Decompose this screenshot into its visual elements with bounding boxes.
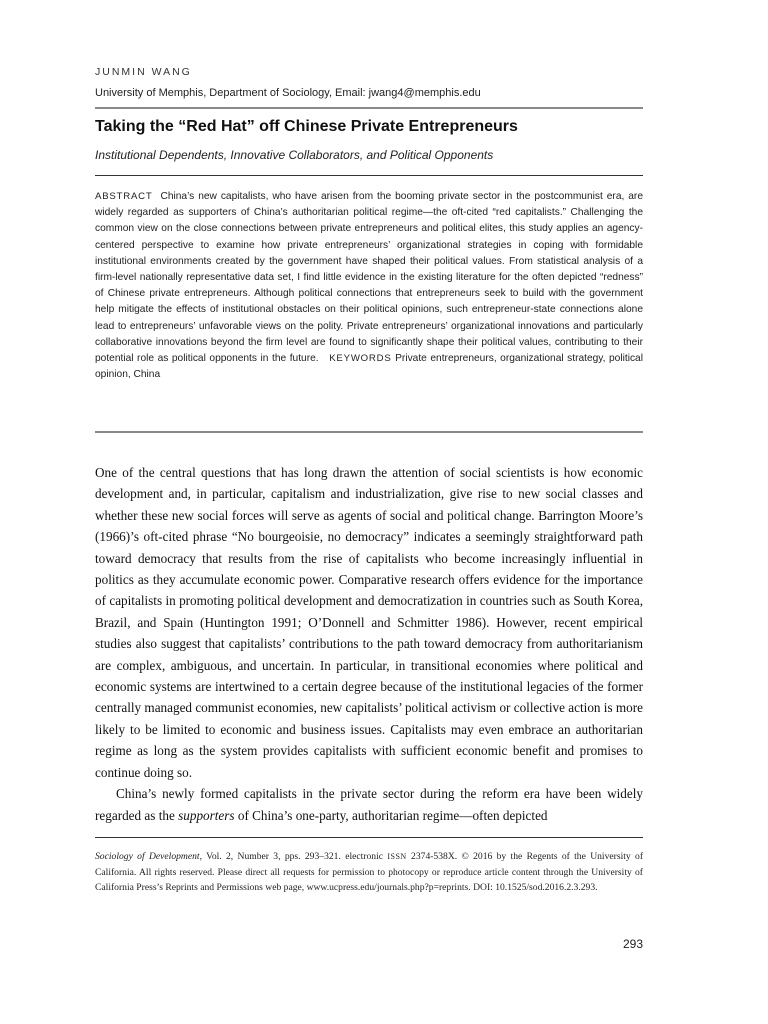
abstract-bottom-rule xyxy=(95,431,643,433)
footnote-text: 2374-538X. © 2016 by the Regents of the University of California. All rights reserved. Please direct all requests for permission to photocopy or reproduce article content through the University of California Press’s Reprints and Permissions web page, www.ucpress.edu/journals.php?p=reprints. DOI: 10.1525/sod.2016.2.3.293. xyxy=(95,851,644,893)
abstract-top-rule xyxy=(95,175,643,176)
article-body xyxy=(95,462,643,826)
page-number: 293 xyxy=(622,937,643,951)
header-rule xyxy=(95,107,643,109)
body-paragraph xyxy=(95,783,643,826)
journal-name: Sociology of Development xyxy=(95,851,200,862)
paragraph-text: China’s newly formed capitalists in the private sector during the reform era have been widely regarded as the xyxy=(95,786,643,823)
footnote-rule xyxy=(95,837,643,838)
abstract-block xyxy=(95,189,643,383)
footnote-text: , Vol. 2, Number 3, pps. 293–321. electronic xyxy=(199,851,384,862)
abstract-text: China’s new capitalists, who have arisen from the booming private sector in the postcommunist era, are widely regarded as supporters of China’s authoritarian political regime—the oft-cited “red capitalists.” Challenging the common view on the close connections between private entrepreneurs and political elites, this study applies an agency-centered perspective to examine how private entrepreneurs’ organizational strategies in coping with formidable institutional environments created by the government have shaped their political values. From statistical analysis of a firm-level nationally representative data set, I find little evidence in the existing literature for the often depicted “redness” of Chinese private entrepreneurs. Although political connections that entrepreneurs seek to build with the government help mitigate the effects of institutional obstacles on their political opinions, such entrepreneur-state connections alone lead to entrepreneurs’ unfavorable views on the polity. Private entrepreneurs’ organizational innovations and particularly collaborative innovations beyond the firm level are found to significantly shape their political values, contributing to their potential role as political opponents in the future. xyxy=(95,191,643,365)
body-paragraph: One of the central questions that has long drawn the attention of social scientists is how economic development and, in particular, capitalism and industrialization, give rise to new social classes and whether these new social forces will serve as agents of social and political change. Barrington Moore’s (1966)’s oft-cited phrase “No bourgeoisie, no democracy” indicates a seemingly straightforward path toward democracy that results from the rise of capitalists who become increasingly influential in politics as they accumulate economic power. Comparative research offers evidence for the importance of capitalists in promoting political development and democratization in countries such as South Korea, Brazil, and Spain (Huntington 1991; O’Donnell and Schmitter 1986). However, recent empirical studies also suggest that capitalists’ contributions to the path toward democracy from authoritarianism are complex, ambiguous, and uncertain. In particular, in transitional economies where political and economic systems are intertwined to a certain degree because of the institutional legacies of the former centrally managed communist economies, new capitalists’ political activism or collective action is more likely to be limited to economic and business issues. Capitalists may even embrace an authoritarian regime as long as the system provides capitalists with sufficient economic benefit and promises to continue doing so. xyxy=(95,465,643,780)
author-affiliation: University of Memphis, Department of Sociology, Email: jwang4@memphis.edu xyxy=(95,87,481,99)
article-subtitle: Institutional Dependents, Innovative Collaborators, and Political Opponents xyxy=(95,148,494,162)
author-name: JUNMIN WANG xyxy=(95,66,192,78)
keywords-label: KEYWORDS xyxy=(329,353,392,365)
footnote xyxy=(95,849,643,896)
emphasis-text: supporters xyxy=(178,807,235,823)
abstract-label: ABSTRACT xyxy=(95,191,153,202)
keywords-text: Private entrepreneurs, organizational strategy, political opinion, China xyxy=(95,353,643,381)
issn-label: ISSN xyxy=(387,852,407,861)
article-title: Taking the “Red Hat” off Chinese Private Entrepreneurs xyxy=(95,118,518,135)
paragraph-text: of China’s one-party, authoritarian regime—often depicted xyxy=(237,807,548,823)
